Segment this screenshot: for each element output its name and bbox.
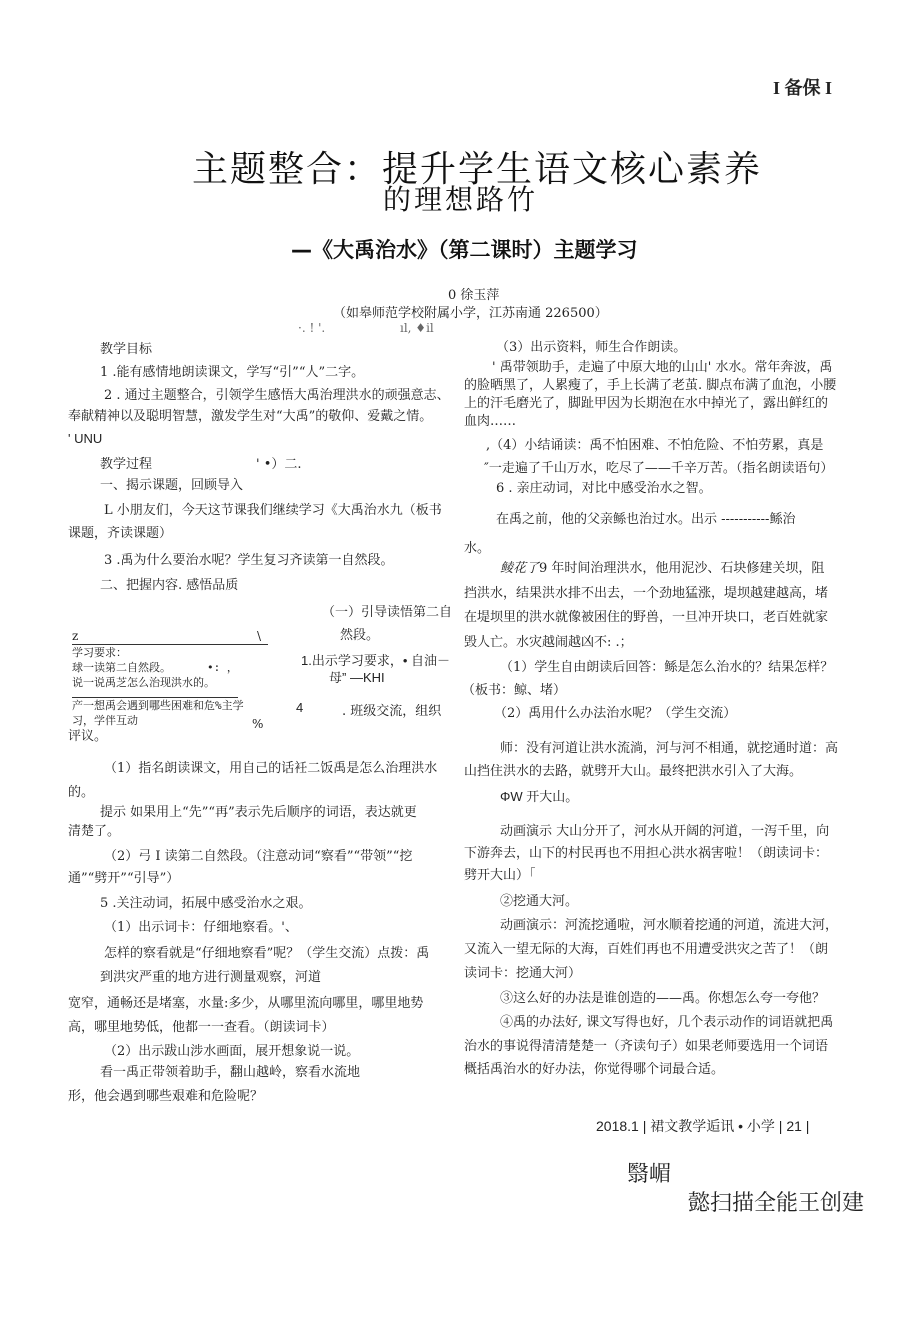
r3-a: ' 禹带领助手，走遍了中原大地的山山' 水水。常年奔波，禹 [492,360,833,375]
r6-c-italic: 鲮花了 [500,561,540,576]
r10: ΦW 开大山。 [500,789,579,804]
r3-c: 上的汗毛磨光了，脚趾甲因为长期泡在水中掉光了，露出鲜红的 [464,396,829,411]
q1-a: （1）指名朗读课文，用自己的话衽二饭禹是怎么治理洪水 [104,761,438,776]
evaluation: 评议。 [68,729,108,744]
r13-c: 读词卡：挖通大河） [464,966,582,981]
para-3: 3 .禹为什么要治水呢？学生复习齐读第一自然段。 [104,553,394,568]
r6-a: 在禹之前，他的父亲鲧也治过水。出示 -----------鲧治 [496,512,796,527]
hint-a: 提示 如果用上“先”“再”表示先后顺序的词语，表达就更 [100,805,417,820]
section-1-heading: 一、揭示课题，回顾导入 [100,478,244,493]
box-line-1 [72,660,272,675]
requirement-4-text: . 班级交流，组织 [342,704,442,719]
box-line-4: 习，学伴互动 [72,714,138,727]
para-5: 5 .关注动词，拓展中感受治水之艰。 [100,896,312,911]
section-2-heading: 二、把握内容. 感悟品质 [100,578,239,593]
guide-a: （一）引导读悟第二自 [322,605,453,620]
r3: （3）出示资料，师生合作朗读。 [496,340,687,355]
slash-mark: \ [257,629,262,643]
r15-b: 治水的事说得清清楚楚一（齐读句子）如果老师要选用一个词语 [464,1039,829,1054]
box-title: 学习要求： [72,646,127,659]
r7-b: （板书：鲸、堵） [462,683,567,698]
box-line-3: 产一想禹会遇到哪些困难和危%主学 [72,699,244,712]
q2-a: （2）弓 I 读第二自然段。（注意动词“察看”“带领”“挖 [104,849,413,864]
scanner-stamp-1: 翳嵋 [627,1162,672,1187]
r9-a: 师：没有河道让洪水流淌，河与河不相通，就挖通时道：高 [500,741,839,756]
process-mark: ' •）二. [256,457,302,472]
article-title-line1: 主题整合：提升学生语文核心素养 [192,149,763,190]
r6-b: 水。 [464,541,491,556]
r11-a: 动画演示 大山分开了，河水从开阔的河道，一泻千里，向 [500,824,830,839]
article-title-line2: 的理想路竹 [383,183,539,216]
goals-heading: 教学目标 [100,342,153,357]
guide-b: 然段。 [340,628,380,643]
card-1-e: 高，哪里地势低，他都一一查看。（朗读词卡） [68,1020,335,1035]
card-1-b: 怎样的察看就是“仔细地察看”呢？（学生交流）点拨：禹 [104,946,430,961]
scanner-stamp-2: 懿扫描全能王创建 [688,1191,865,1216]
card-2: （2）出示跋山涉水画面，展开想象说一说。 [104,1044,360,1059]
noise-mark-1: ·. ! '. [298,321,326,335]
r8: （2）禹用什么办法治水呢？（学生交流） [494,706,737,721]
r4-a: ,（4）小结诵读：禹不怕困难、不怕危险、不怕劳累，真是 [486,438,824,453]
r15-a: ④禹的办法好, 课文写得也好，几个表示动作的词语就把禹 [500,1015,834,1030]
hint-b: 清楚了。 [68,824,121,839]
r4-b: ″一走遍了千山万水，吃尽了——千辛万苦。（指名朗读语句） [484,461,834,476]
para-1-b: 课题，齐读课题） [68,526,173,541]
q1-b: 的。 [68,785,95,800]
r11-c: 劈开大山）「 [464,868,536,883]
r3-d: 血肉…… [464,414,517,429]
z-mark: z [72,629,79,643]
box-mark: % [252,717,264,731]
r6-c [500,557,824,576]
unu-mark: ' UNU [68,431,103,446]
box-line-1-text: 球一读第二自然段。 [72,661,171,674]
affiliation: （如皋师范学校附属小学，江苏南通 226500） [333,306,608,321]
card-2-b: 看一禹正带领着助手，翻山越岭，察看水流地 [100,1065,361,1080]
requirement-4-num: 4 [296,700,304,715]
r6-d: 挡洪水，结果洪水排不出去，一个劲地猛涨，堤坝越建越高，堵 [464,586,829,601]
requirement-1-a: 1.出示学习要求，• 自油－ [301,653,451,668]
r13-a: 动画演示：河流挖通啦，河水顺着挖通的河道，流进大河， [500,918,839,933]
para-1-a: L 小朋友们，今天这节课我们继续学习《大禹治水九（板书 [104,503,442,518]
r6: 6 . 亲庄动词，对比中感受治水之智。 [496,481,712,496]
r9-b: 山挡住洪水的去路，就劈开大山。最终把洪水引入了大海。 [464,764,803,779]
process-heading: 教学过程 [100,457,153,472]
card-1: （1）出示词卡：仔细地察看。'、 [104,920,298,935]
box-mid-rule [72,697,238,698]
goal-1: 1 .能有感情地朗读课文，学写“引”“人”二字。 [100,365,365,380]
r15-c: 概括禹治水的好办法，你觉得哪个词最合适。 [464,1062,725,1077]
author: 0 徐玉萍 [448,288,500,303]
article-subtitle: —《大禹治水》（第二课时）主题学习 [291,238,638,262]
q2-b: 通”“劈开”“引导”） [68,871,180,886]
card-1-c: 到洪灾严重的地方进行测量观察，河道 [100,970,322,985]
r6-f: 毁人亡。水灾越闹越凶不: .； [464,635,633,650]
r11-b: 下游奔去，山下的村民再也不用担心洪水祸害啦！（朗读词卡： [464,846,829,861]
box-line-2: 说一说禹芝怎么治现洪水的。 [72,676,215,689]
r12: ②挖通大河。 [500,894,579,909]
card-1-d: 宽窄，通畅还是堵塞，水量:多少，从哪里流向哪里，哪里地势 [68,996,424,1011]
r7-a: （1）学生自由朗读后回答：鲧是怎么治水的？结果怎样？ [500,660,834,675]
issue-footer: 2018.1 | 裙文教学逅讯 • 小学 | 21 | [596,1118,810,1134]
r6-e: 在堤坝里的洪水就像被困住的野兽，一旦冲开块口，老百姓就家 [464,610,829,625]
r14: ③这么好的办法是谁创造的——禹。你想怎么夸一夸他？ [500,991,826,1006]
goal-2-b: 奉献精神以及聪明智慧，激发学生对“大禹”的敬仰、爱戴之情。 [68,409,433,424]
requirement-box [72,645,272,727]
card-2-c: 形，他会遇到哪些艰难和危险呢？ [68,1089,264,1104]
r3-b: 的脸晒黑了，人累瘦了，手上长满了老茧. 脚点布满了血泡，小腰 [464,378,837,393]
requirement-1-b: 母” —KHI [329,670,385,685]
section-tag: I 备保 I [773,78,833,98]
r13-b: 又流入一望无际的大海，百姓们再也不用遭受洪灾之苦了！（朗 [464,942,829,957]
box-line-1-mark: •: ， [207,661,238,674]
noise-mark-2: ıl, ♦il [400,321,434,335]
r6-c-text: 9 年时间治理洪水，他用泥沙、石块修建关坝，阻 [539,561,825,576]
goal-2-a: 2 . 通过主题整合，引领学生感悟大禹治理洪水的顽强意志、 [104,388,450,403]
